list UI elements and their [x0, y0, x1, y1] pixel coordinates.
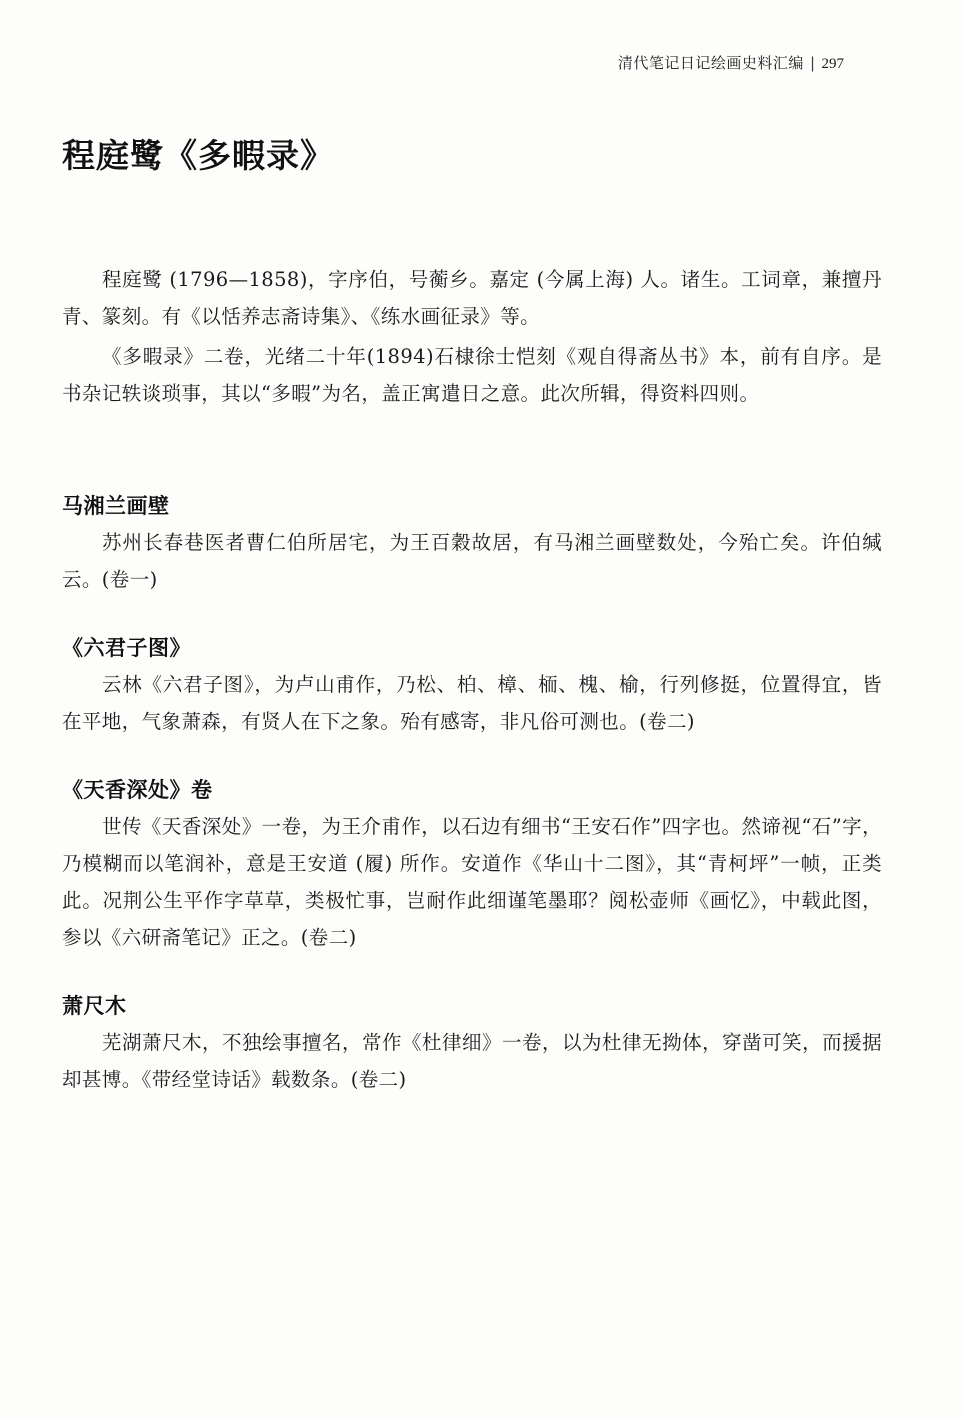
- section-heading: 马湘兰画壁: [62, 493, 170, 518]
- page-content: [62, 130, 882, 1101]
- running-head: [618, 52, 844, 73]
- intro-paragraph-1: 程庭鹭 (1796—1858)，字序伯，号蘅乡。嘉定 (今属上海) 人。诸生。工词章，兼擅丹青、篆刻。有《以恬养志斋诗集》、《练水画征录》等。: [62, 268, 882, 328]
- section-body: 世传《天香深处》一卷，为王介甫作，以石边有细书“王安石作”四字也。然谛视“石”字，乃模糊而以笔润补，意是王安道 (履) 所作。安道作《华山十二图》，其“青柯坪”一帧，正类此。况荆公生平作字草草，类极忙事，岂耐作此细谨笔墨耶？阅松壶师《画忆》，中载此图，参以《六研斋笔记》正之。(卷二): [62, 815, 882, 949]
- section-heading: 萧尺木: [62, 993, 127, 1018]
- running-head-separator: |: [809, 54, 816, 72]
- section-tianxiang-shenchu: [62, 774, 882, 956]
- running-head-title: 清代笔记日记绘画史料汇编: [617, 54, 804, 72]
- section-heading: 《天香深处》卷: [62, 777, 213, 802]
- section-heading: 《六君子图》: [62, 635, 191, 660]
- intro-block: [62, 261, 882, 412]
- page-number: 297: [821, 56, 844, 72]
- section-body: 芜湖萧尺木，不独绘事擅名，常作《杜律细》一卷，以为杜律无拗体，穿凿可笑，而援据却甚博。《带经堂诗话》载数条。(卷二): [62, 1031, 882, 1091]
- page-title: 程庭鹭《多暇录》: [62, 136, 334, 175]
- section-ma-xianglan: [62, 490, 882, 598]
- intro-paragraph-2: 《多暇录》二卷，光绪二十年(1894)石棣徐士恺刻《观自得斋丛书》本，前有自序。是书杂记轶谈琐事，其以“多暇”为名，盖正寓遣日之意。此次所辑，得资料四则。: [62, 345, 882, 405]
- section-body: 云林《六君子图》，为卢山甫作，乃松、柏、樟、栭、槐、榆，行列修挺，位置得宜，皆在平地，气象萧森，有贤人在下之象。殆有感寄，非凡俗可测也。(卷二): [62, 673, 882, 733]
- section-liujunzi-tu: [62, 632, 882, 740]
- section-body: 苏州长春巷医者曹仁伯所居宅，为王百穀故居，有马湘兰画壁数处，今殆亡矣。许伯缄云。(卷一): [62, 531, 882, 591]
- section-xiao-chimu: [62, 990, 882, 1098]
